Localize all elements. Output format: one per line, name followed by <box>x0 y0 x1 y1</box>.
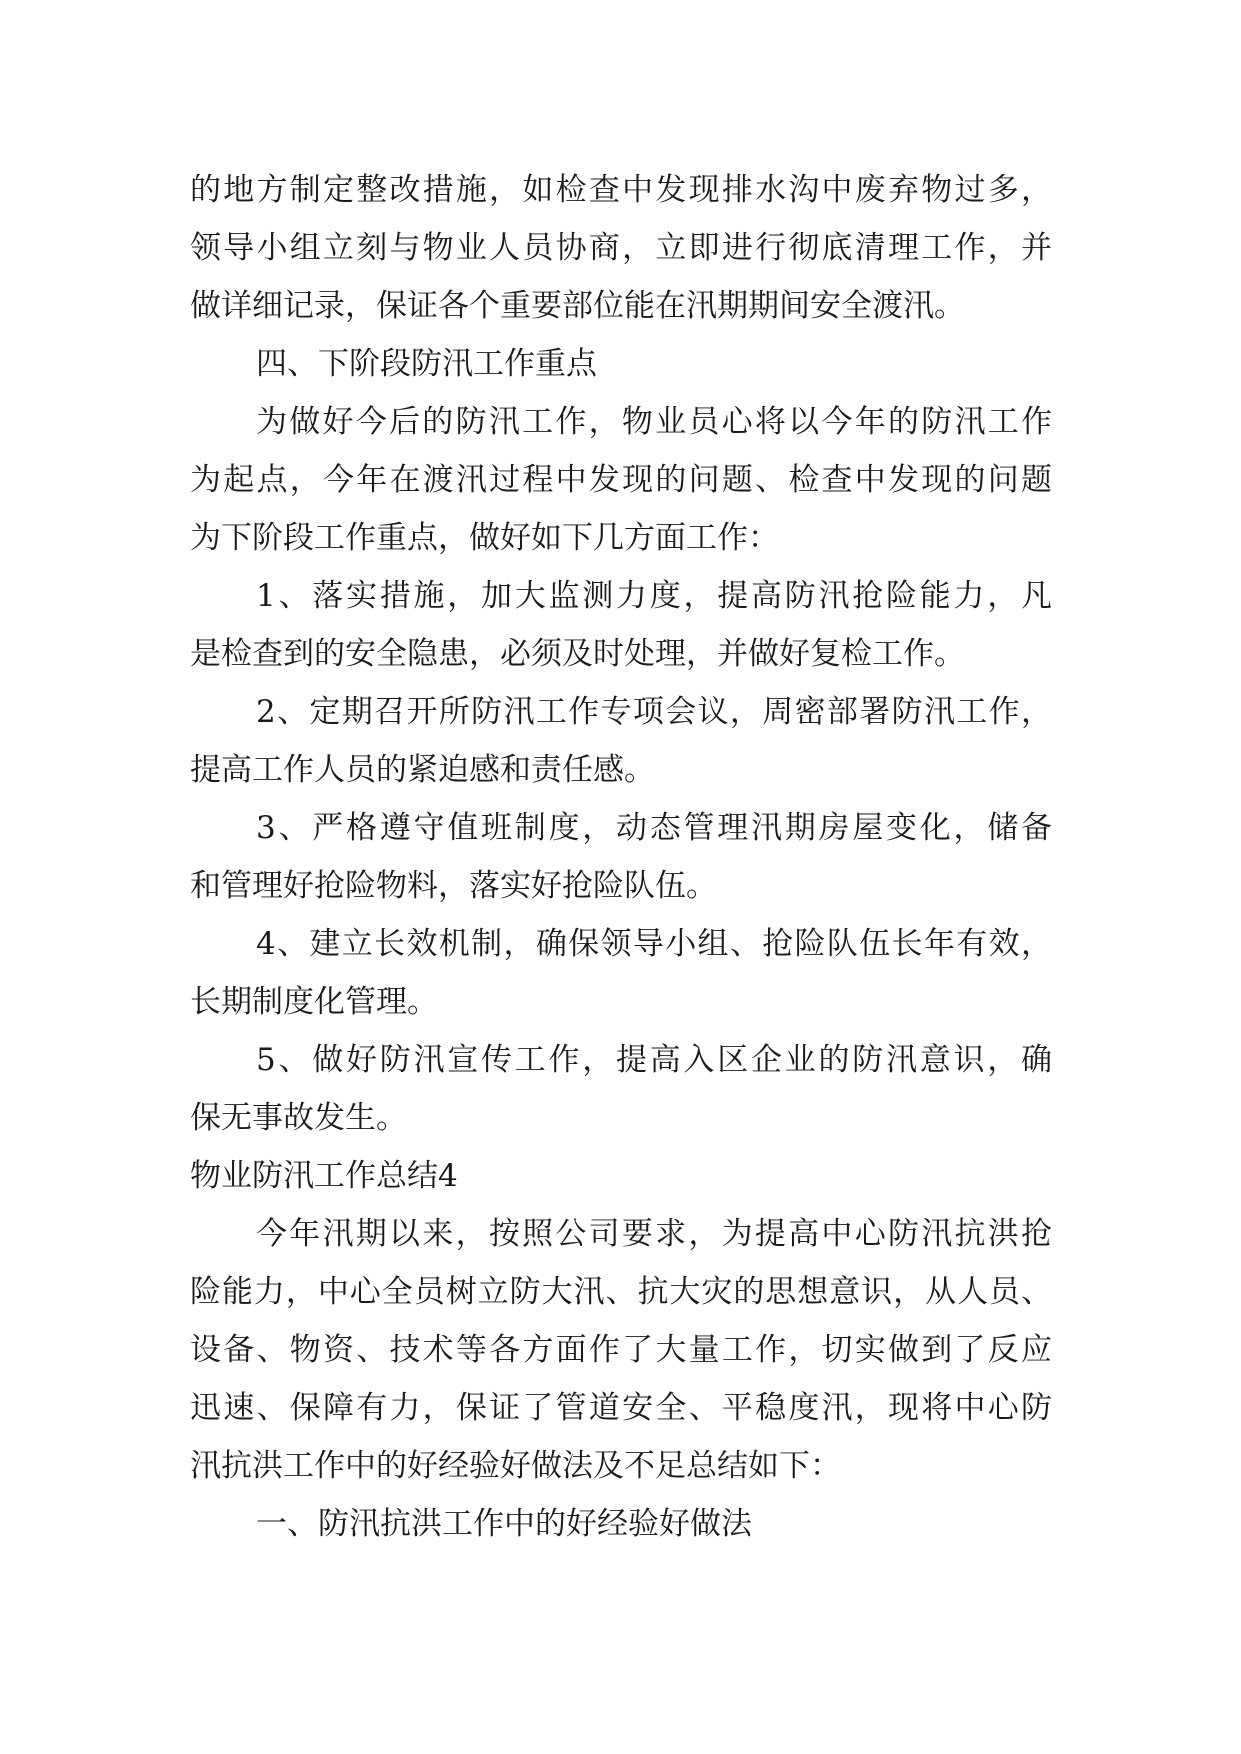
list-item-line: 3、严格遵守值班制度，动态管理汛期房屋变化，储备 <box>256 810 1052 846</box>
list-item-line: 提高工作人员的紧迫感和责任感。 <box>190 752 655 788</box>
list-item-line: 保无事故发生。 <box>190 1100 407 1136</box>
paragraph-line: 迅速、保障有力，保证了管道安全、平稳度汛，现将中心防 <box>190 1390 1052 1426</box>
list-item-line: 4、建立长效机制，确保领导小组、抢险队伍长年有效， <box>256 926 1052 962</box>
paragraph-line: 为做好今后的防汛工作，物业员心将以今年的防汛工作 <box>256 404 1052 440</box>
section-heading: 四、下阶段防汛工作重点 <box>256 346 597 382</box>
paragraph-line: 为起点，今年在渡汛过程中发现的问题、检查中发现的问题 <box>190 462 1052 498</box>
paragraph-line: 为下阶段工作重点，做好如下几方面工作： <box>190 520 779 556</box>
section-heading: 一、防汛抗洪工作中的好经验好做法 <box>256 1506 752 1542</box>
paragraph-line: 设备、物资、技术等各方面作了大量工作，切实做到了反应 <box>190 1332 1052 1368</box>
list-item-line: 和管理好抢险物料，落实好抢险队伍。 <box>190 868 717 904</box>
list-item-line: 5、做好防汛宣传工作，提高入区企业的防汛意识，确 <box>256 1042 1052 1078</box>
paragraph-line: 今年汛期以来，按照公司要求，为提高中心防汛抗洪抢 <box>256 1216 1052 1252</box>
paragraph-line: 汛抗洪工作中的好经验好做法及不足总结如下： <box>190 1448 841 1484</box>
paragraph-line: 的地方制定整改措施，如检查中发现排水沟中废弃物过多， <box>190 172 1052 208</box>
document-title: 物业防汛工作总结4 <box>190 1158 458 1194</box>
list-item-line: 是检查到的安全隐患，必须及时处理，并做好复检工作。 <box>190 636 965 672</box>
list-item-line: 2、定期召开所防汛工作专项会议，周密部署防汛工作， <box>256 694 1052 730</box>
list-item-line: 1、落实措施，加大监测力度，提高防汛抢险能力，凡 <box>256 578 1052 614</box>
paragraph-line: 险能力，中心全员树立防大汛、抗大灾的思想意识，从人员、 <box>190 1274 1052 1310</box>
list-item-line: 长期制度化管理。 <box>190 984 438 1020</box>
paragraph-line: 做详细记录，保证各个重要部位能在汛期期间安全渡汛。 <box>190 288 965 324</box>
paragraph-line: 领导小组立刻与物业人员协商，立即进行彻底清理工作，并 <box>190 230 1052 266</box>
